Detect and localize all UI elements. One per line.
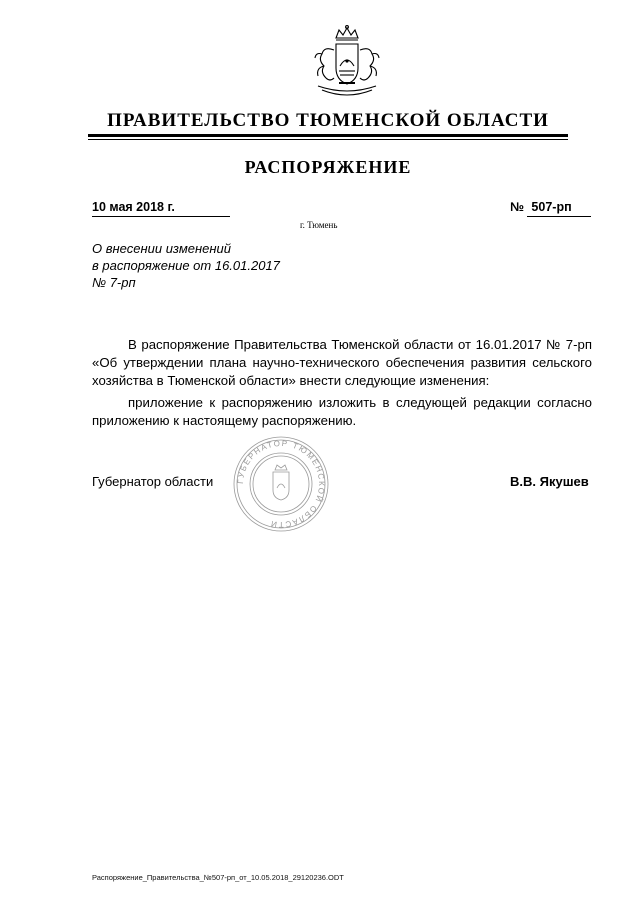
stamp-text: ГУБЕРНАТОР ТЮМЕНСКОЙ ОБЛАСТИ <box>235 438 327 530</box>
document-type: РАСПОРЯЖЕНИЕ <box>244 157 412 177</box>
header-rule-thick <box>88 134 568 137</box>
header-rule-thin <box>88 139 568 140</box>
subject-line: О внесении изменений <box>92 241 231 256</box>
body-paragraph: В распоряжение Правительства Тюменской области от 16.01.2017 № 7-рп «Об утверждении плана научно-технического обеспечения развития сельского хозяйства в Тюменской области» внести следующие изменения: <box>92 337 592 388</box>
signatory-name: В.В. Якушев <box>510 474 589 489</box>
subject-line: № 7-рп <box>92 275 136 290</box>
city: г. Тюмень <box>300 220 338 230</box>
stamp-seal-icon <box>231 434 331 534</box>
number-value: 507-рп <box>527 200 591 217</box>
document-date: 10 мая 2018 г. <box>92 200 230 217</box>
coat-of-arms-icon <box>306 24 388 106</box>
government-title: ПРАВИТЕЛЬСТВО ТЮМЕНСКОЙ ОБЛАСТИ <box>107 110 549 131</box>
body-paragraph: приложение к распоряжению изложить в следующей редакции согласно приложению к настоящему распоряжению. <box>92 395 592 428</box>
number-prefix: № <box>510 200 524 214</box>
document-body <box>92 336 592 430</box>
document-subject <box>92 240 280 291</box>
document-number <box>510 200 591 217</box>
signatory-position: Губернатор области <box>92 474 214 489</box>
subject-line: в распоряжение от 16.01.2017 <box>92 258 280 273</box>
footer-filename: Распоряжение_Правительства_№507-рп_от_10.05.2018_29120236.ODT <box>92 873 344 882</box>
